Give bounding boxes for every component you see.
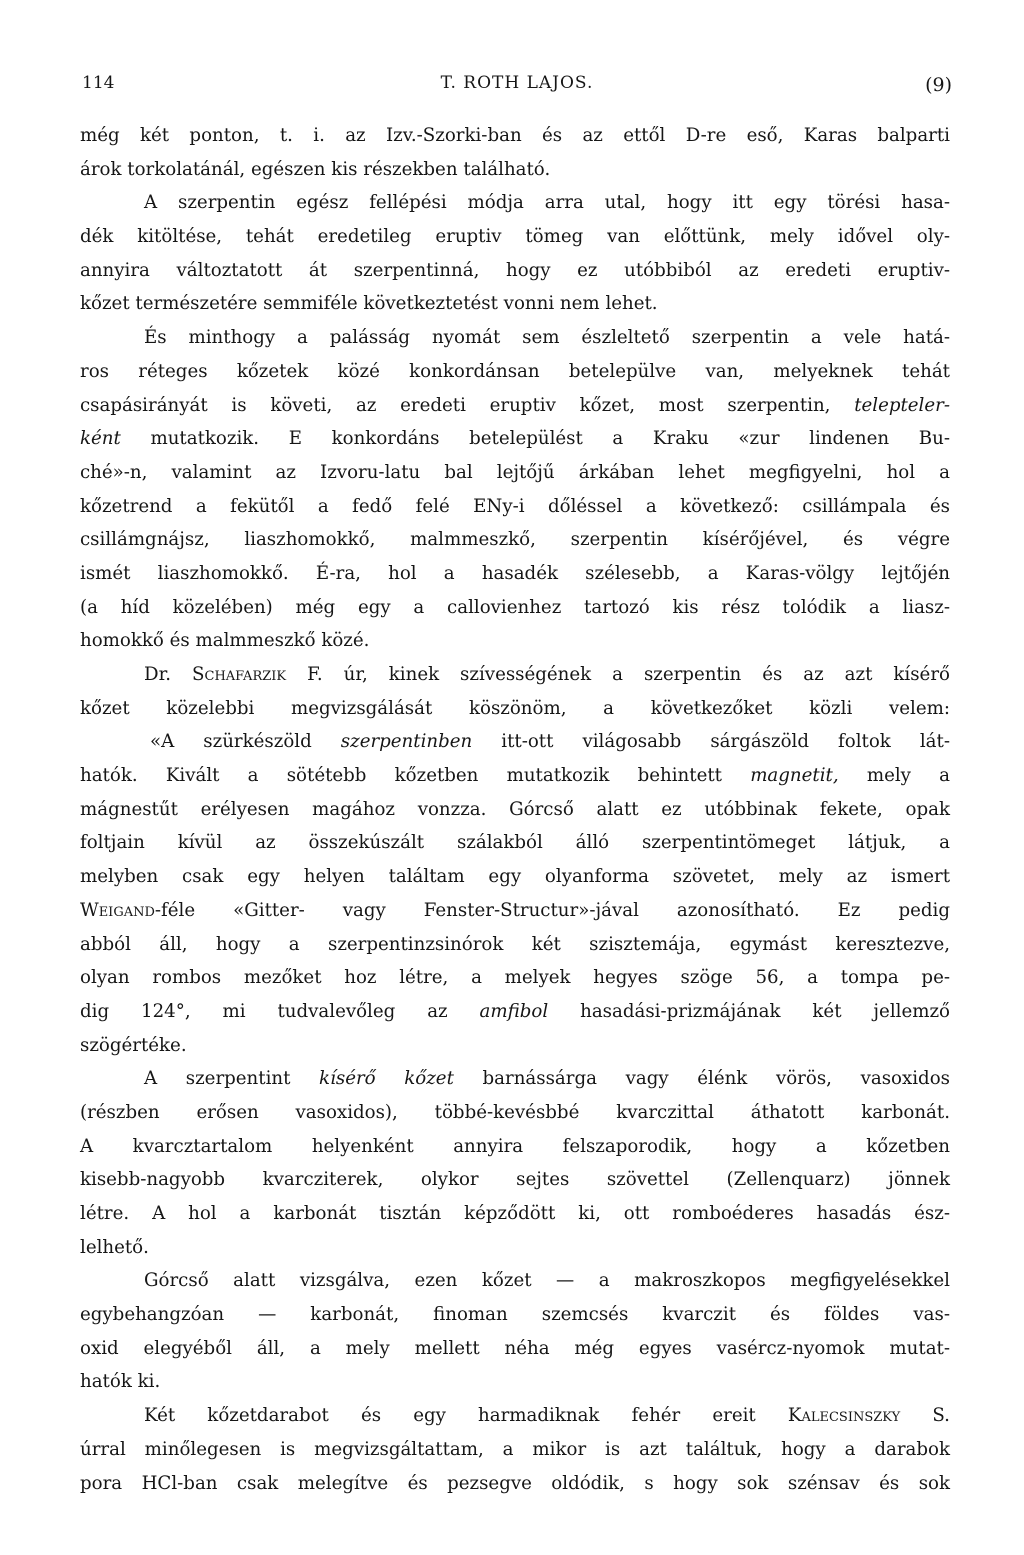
text-line: És minthogy a palásság nyomát sem észleltető szerpentin a vele hatá- xyxy=(144,327,950,349)
text-line: (a híd közelében) még egy a callovienhez tartozó kis rész tolódik a liasz- xyxy=(80,596,950,618)
text-line: dék kitöltése, tehát eredetileg eruptiv tömeg van előttünk, mely idővel oly- xyxy=(80,226,950,248)
text-line: Két kőzetdarabot és egy harmadiknak fehér ereit Kalecsinszky S. xyxy=(144,1405,950,1427)
italic-term: telepteler- xyxy=(854,394,950,416)
text-line: egybehangzóan — karbonát, finoman szemcsés kvarczit és földes vas- xyxy=(80,1304,950,1326)
italic-term: magnetit, xyxy=(750,765,839,787)
text-line: ché»-n, valamint az Izvoru-latu bal lejtőjű árkában lehet megfigyelni, hol a xyxy=(80,461,950,483)
text-line: hatók. Kivált a sötétebb kőzetben mutatkozik behintett magnetit, mely a xyxy=(80,765,950,787)
text-line: csapásirányát is követi, az eredeti eruptiv kőzet, most szerpentin, telepteler- xyxy=(80,394,950,416)
text-line: annyira változtatott át szerpentinná, hogy ez utóbbiból az eredeti eruptiv- xyxy=(80,259,950,281)
text-line: Dr. Schafarzik F. úr, kinek szívességének a szerpentin és az azt kísérő xyxy=(144,664,950,685)
text-line: melyben csak egy helyen találtam egy olyanforma szövetet, mely az ismert xyxy=(80,866,950,888)
text-line: úrral minőlegesen is megvizsgáltattam, a mikor is azt találtuk, hogy a darabok xyxy=(80,1438,950,1460)
text-line: mágnestűt erélyesen magához vonzza. Górcső alatt ez utóbbinak fekete, opak xyxy=(80,798,950,820)
text-line: kisebb-nagyobb kvarcziterek, olykor sejtes szövettel (Zellenquarz) jönnek xyxy=(80,1169,950,1191)
text-line: Górcső alatt vizsgálva, ezen kőzet — a makroszkopos megfigyelésekkel xyxy=(144,1270,950,1292)
running-title: T. ROTH LAJOS. xyxy=(440,73,594,93)
text-line: lelhető. xyxy=(80,1236,149,1258)
italic-term: amfibol xyxy=(479,1000,549,1022)
body-text xyxy=(80,119,950,1500)
text-line: A szerpentin egész fellépési módja arra utal, hogy itt egy törési hasa- xyxy=(144,192,950,214)
running-header xyxy=(82,66,952,100)
text-line: pora HCl-ban csak melegítve és pezsegve oldódik, s hogy sok szénsav és sok xyxy=(80,1472,950,1494)
text-line: kőzet közelebbi megvizsgálását köszönöm, a következőket közli velem: xyxy=(80,697,950,719)
text-line: A szerpentint kísérő kőzet barnássárga vagy élénk vörös, vasoxidos xyxy=(144,1068,950,1090)
text-line: abból áll, hogy a szerpentinzsinórok két szisztemája, egymást keresztezve, xyxy=(80,933,950,955)
text-line: kőzetrend a fekütől a fedő felé ENy-i dőléssel a következő: csillámpala és xyxy=(80,495,950,517)
text-line: létre. A hol a karbonát tisztán képződött ki, ott romboéderes hasadás ész- xyxy=(80,1203,950,1224)
author-name: Weigand xyxy=(80,899,155,921)
text-line: (részben erősen vasoxidos), többé-kevésbbé kvarczittal áthatott karbonát. xyxy=(80,1101,950,1123)
text-line: ros réteges kőzetek közé konkordánsan betelepülve van, melyeknek tehát xyxy=(80,360,950,382)
text-line: kőzet természetére semmiféle következtetést vonni nem lehet. xyxy=(80,293,658,315)
author-name: Kalecsinszky xyxy=(787,1405,901,1427)
italic-term: ként xyxy=(80,428,121,450)
text-line: csillámgnájsz, liaszhomokkő, malmmeszkő, szerpentin kísérőjével, és végre xyxy=(80,529,950,551)
text-line: szögértéke. xyxy=(80,1034,187,1056)
text-line: ismét liaszhomokkő. É-ra, hol a hasadék szélesebb, a Karas-völgy lejtőjén xyxy=(80,562,950,584)
text-line: ként mutatkozik. E konkordáns betelepülést a Kraku «zur lindenen Bu- xyxy=(80,428,950,450)
text-line: hatók ki. xyxy=(80,1371,161,1393)
text-line: oxid elegyéből áll, a mely mellett néha még egyes vasércz-nyomok mutat- xyxy=(80,1337,950,1359)
author-name: Schafarzik xyxy=(192,664,287,685)
page-number: 114 xyxy=(82,73,115,93)
text-line: még két ponton, t. i. az Izv.-Szorki-ban és az ettől D-re eső, Karas balparti xyxy=(80,125,950,146)
text-line: Weigand-féle «Gitter- vagy Fenster-Structur»-jával azonosítható. Ez pedig xyxy=(80,899,950,921)
text-line: A kvarcztartalom helyenként annyira felszaporodik, hogy a kőzetben xyxy=(80,1135,950,1157)
italic-term: szerpentinben xyxy=(340,731,473,753)
text-line: olyan rombos mezőket hoz létre, a melyek hegyes szöge 56, a tompa pe- xyxy=(80,967,950,989)
italic-term: kísérő kőzet xyxy=(319,1068,454,1090)
text-line: homokkő és malmmeszkő közé. xyxy=(80,630,370,652)
text-line: árok torkolatánál, egészen kis részekben található. xyxy=(80,158,551,180)
text-line: «A szürkészöld szerpentinben itt-ott világosabb sárgászöld foltok lát- xyxy=(150,731,950,753)
section-number: (9) xyxy=(925,74,952,96)
text-line: foltjain kívül az összekúszált szálakból álló szerpentintömeget látjuk, a xyxy=(80,832,950,854)
text-line: dig 124°, mi tudvalevőleg az amfibol hasadási-prizmájának két jellemző xyxy=(80,1000,950,1022)
